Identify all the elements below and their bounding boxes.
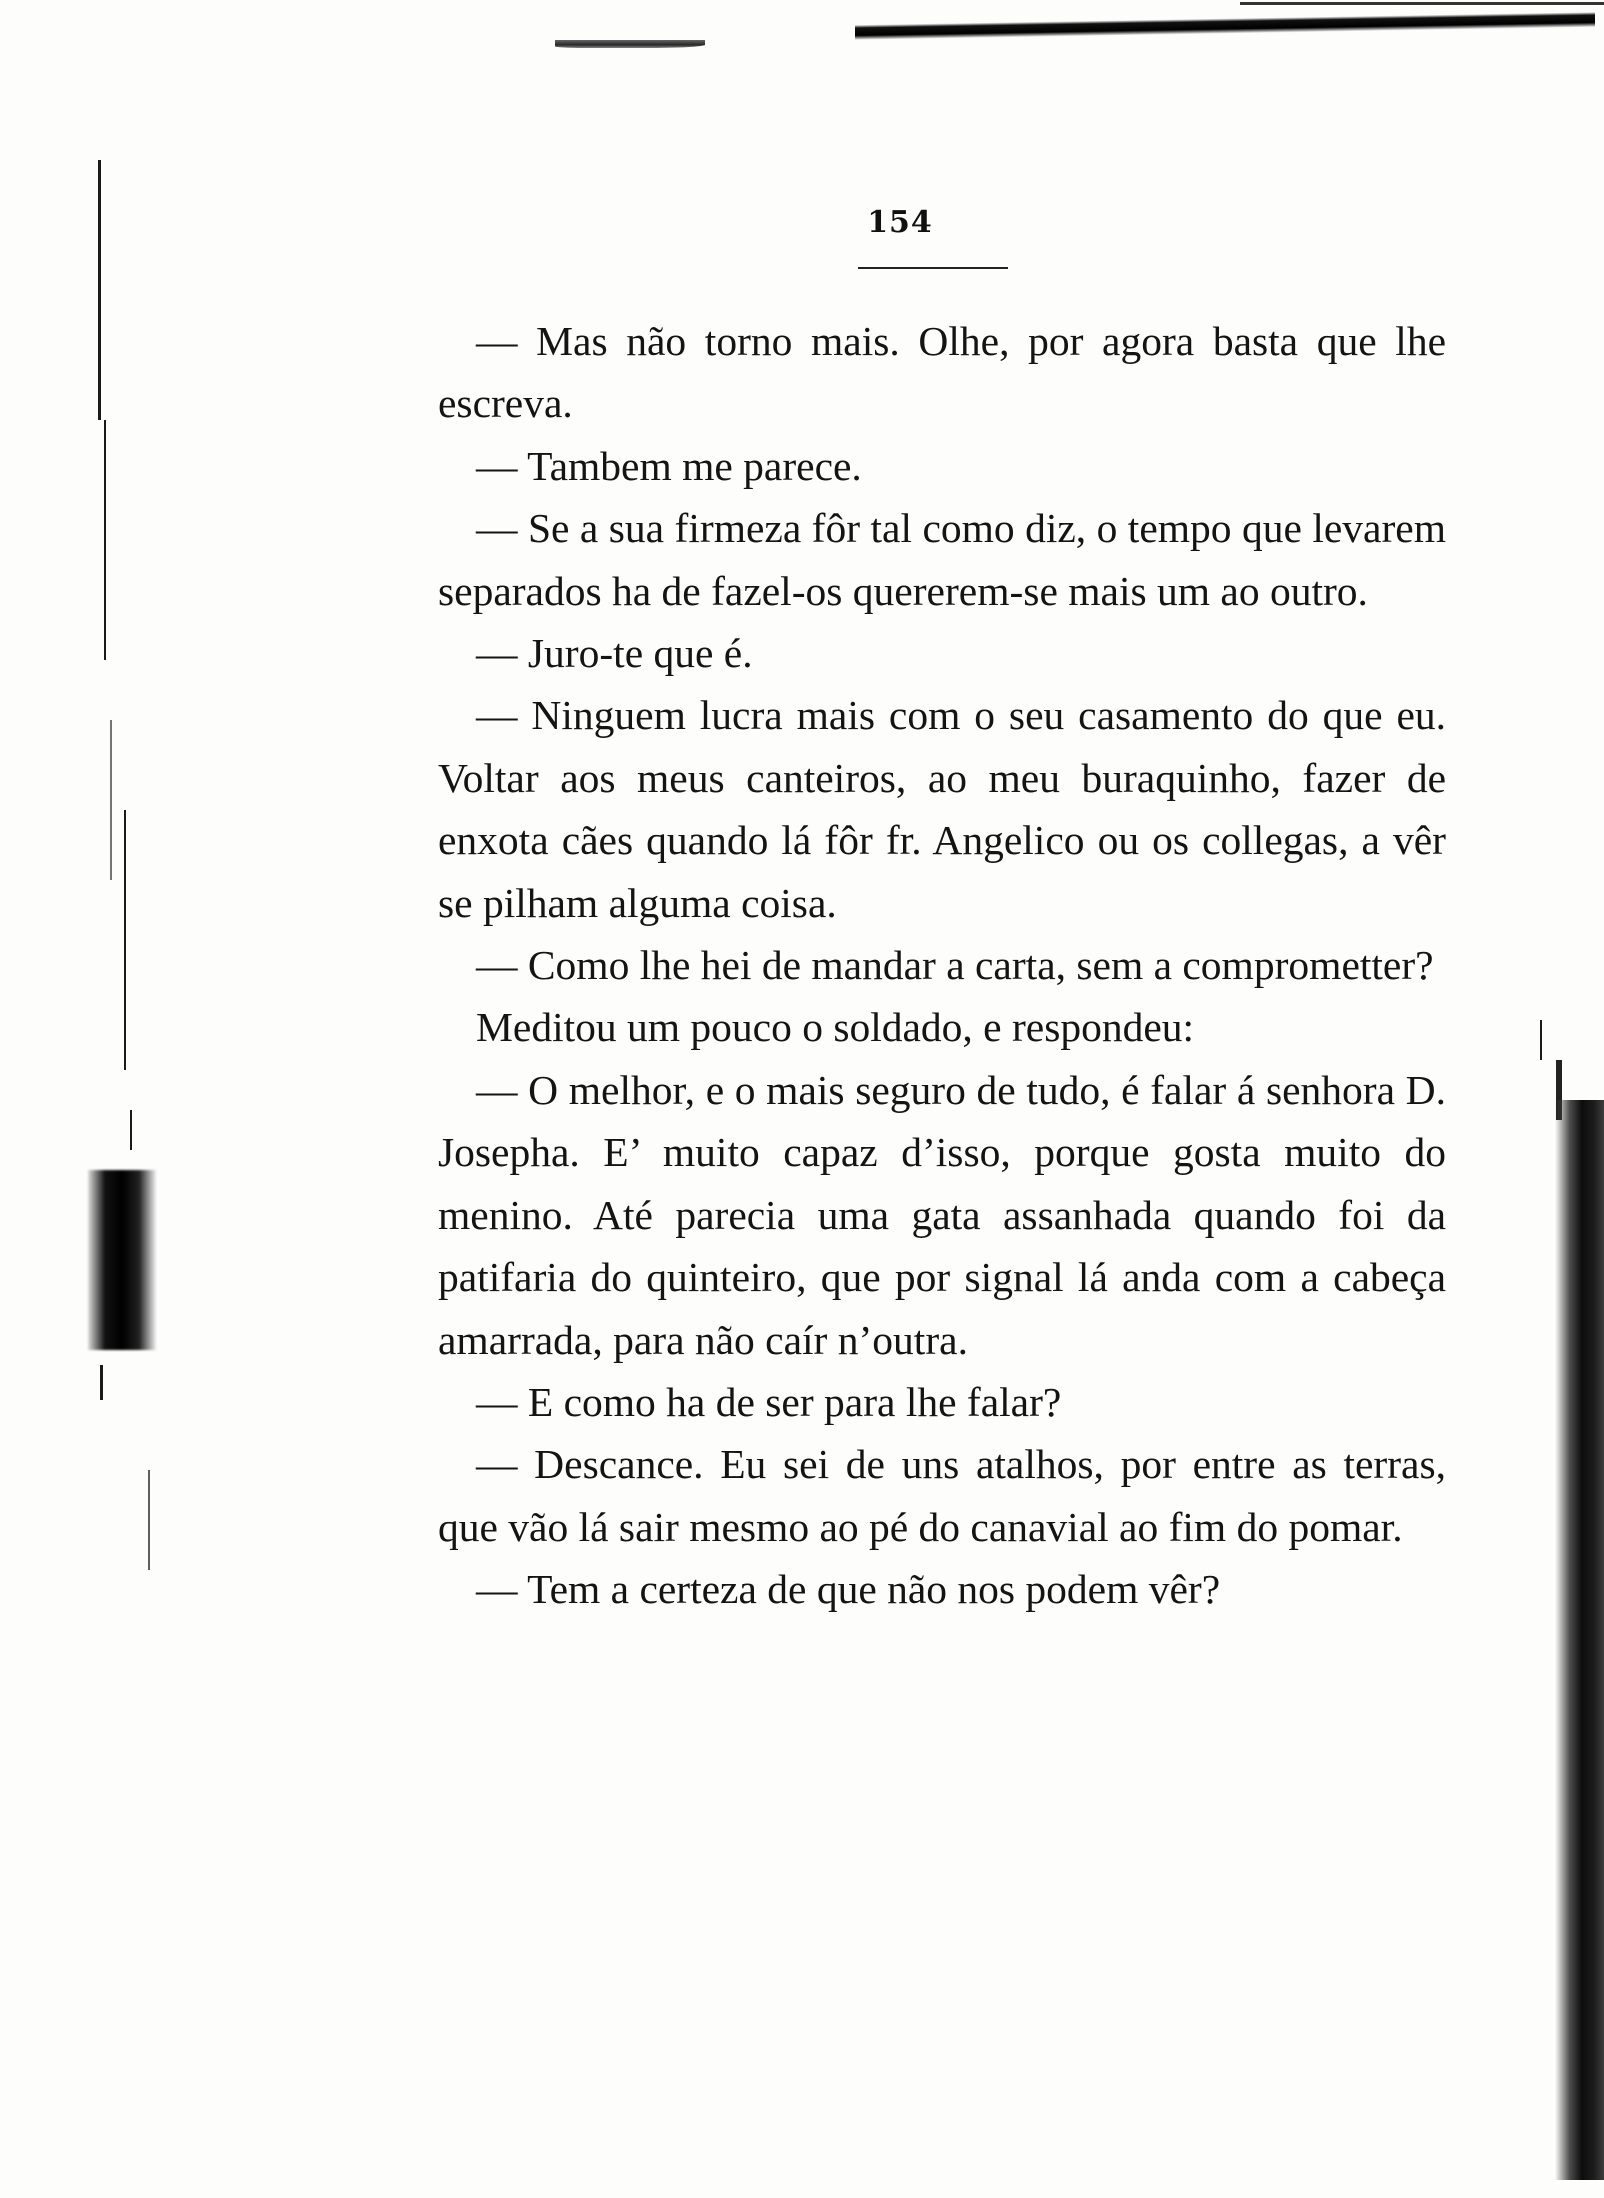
paragraph: — Como lhe hei de mandar a carta, sem a comprometter? <box>476 942 1434 989</box>
paragraph: — O melhor, e o mais seguro de tudo, é falar á senhora D. Josepha. E’ muito capaz d’isso, porque gosta muito do menino. Até parecia uma gata assanhada quando foi da patifaria do quinteiro, que por signal lá anda com a cabeça amarrada, para não caír n’outra. <box>438 1066 1446 1363</box>
body-text <box>438 310 1446 1621</box>
paragraph: — Juro-te que é. <box>476 630 753 677</box>
scan-margin-mark <box>110 720 112 880</box>
scan-binding-shadow <box>88 1170 156 1350</box>
paragraph: — Ninguem lucra mais com o seu casamento do que eu. Voltar aos meus canteiros, ao meu buraquinho, fazer de enxota cães quando lá fôr fr. Angelico ou os collegas, a vêr se pilham alguma coisa. <box>438 692 1446 926</box>
scan-top-rule-right <box>855 2 1595 45</box>
scan-margin-mark <box>148 1470 150 1570</box>
scan-margin-mark <box>100 1365 103 1400</box>
scan-right-edge-shadow <box>1555 1100 1604 2180</box>
paragraph: Meditou um pouco o soldado, e respondeu: <box>476 1004 1195 1051</box>
paragraph: — Descance. Eu sei de uns atalhos, por entre as terras, que vão lá sair mesmo ao pé do canavial ao fim do pomar. <box>438 1441 1446 1550</box>
paragraph: — Tambem me parece. <box>476 442 862 489</box>
paragraph: — E como ha de ser para lhe falar? <box>476 1378 1062 1425</box>
scan-margin-mark <box>98 160 101 420</box>
scan-top-rule-left <box>555 40 705 48</box>
page-number: 154 <box>867 205 933 240</box>
scan-margin-mark <box>1540 1020 1542 1060</box>
header-rule <box>858 267 1008 269</box>
scan-margin-mark <box>124 810 126 1070</box>
paragraph: — Mas não torno mais. Olhe, por agora basta que lhe escreva. <box>438 318 1446 427</box>
paragraph: — Se a sua firmeza fôr tal como diz, o tempo que levarem separados ha de fazel-os quererem-se mais um ao outro. <box>438 505 1446 614</box>
scan-margin-mark <box>104 420 106 660</box>
scan-top-rule-thin <box>1240 2 1604 5</box>
scan-margin-mark <box>130 1110 132 1150</box>
page-header <box>800 205 1000 240</box>
paragraph: — Tem a certeza de que não nos podem vêr? <box>476 1566 1221 1613</box>
